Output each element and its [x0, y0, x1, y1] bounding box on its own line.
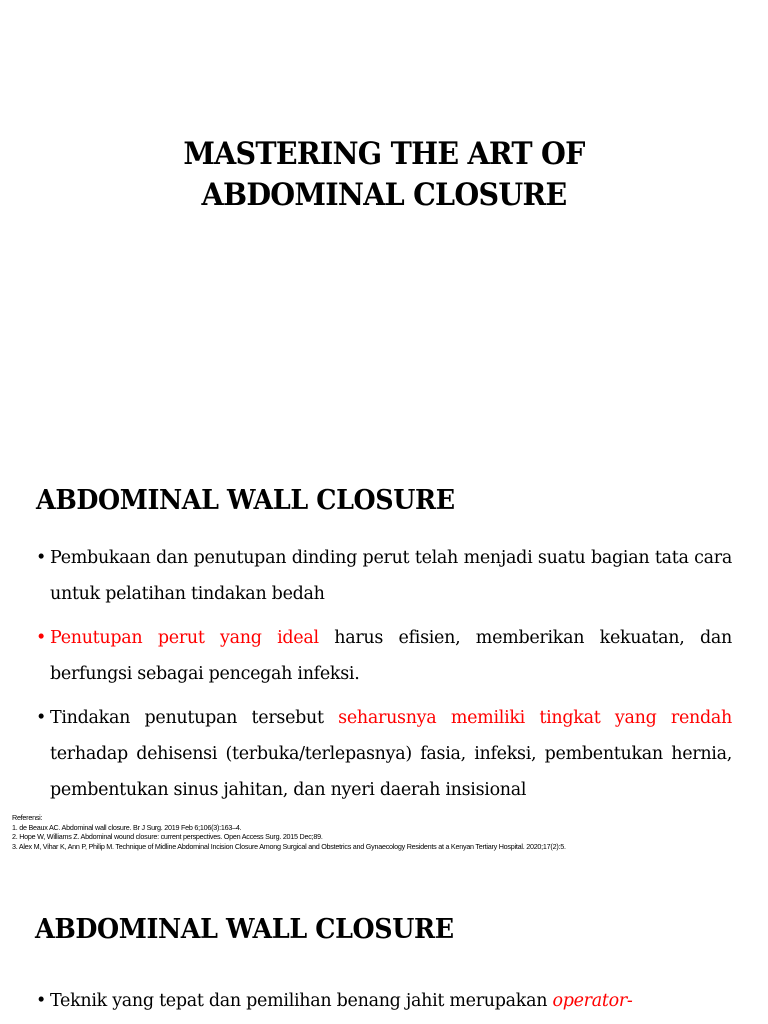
- bullet-dot-icon: •: [36, 548, 47, 568]
- reference-item: 1. de Beaux AC. Abdominal wall closure. Br J Surg. 2019 Feb 6;106(3):163–4.: [12, 822, 242, 832]
- bullet-dot-icon: •: [36, 628, 47, 648]
- bullet-list: [36, 540, 732, 816]
- bullet-text: terhadap dehisensi (terbuka/terlepasnya) fasia, infeksi, pembentukan hernia, pembentukan sinus jahitan, dan nyeri daerah insisional: [50, 744, 732, 800]
- bullet-item: [36, 983, 732, 1019]
- bullet-item: [36, 620, 732, 692]
- title-slide: [0, 0, 768, 432]
- highlighted-text: operator-: [552, 991, 633, 1011]
- highlighted-text: Penutupan perut yang ideal: [50, 628, 319, 648]
- reference-item: 3. Alex M, Vihar K, Ann P, Philip M. Technique of Midline Abdominal Incision Closure Among Surgical and Obstetrics and Gynaecology Residents at a Kenyan Tertiary Hospital. 2020;17(2):5.: [12, 841, 566, 851]
- bullet-item: [36, 700, 732, 808]
- presentation-title: [31, 134, 738, 216]
- bullet-dot-icon: •: [36, 708, 47, 728]
- bullet-list: [36, 983, 732, 1024]
- title-line-2: ABDOMINAL CLOSURE: [201, 177, 567, 213]
- bullet-item: [36, 540, 732, 612]
- slide-heading: ABDOMINAL WALL CLOSURE: [36, 485, 455, 516]
- slide-heading: ABDOMINAL WALL CLOSURE: [35, 914, 454, 945]
- references: [12, 813, 762, 851]
- bullet-text: Tindakan penutupan tersebut: [50, 708, 339, 728]
- bullet-text: harus efisien, memberikan kekuatan, dan berfungsi sebagai pencegah infeksi.: [50, 628, 732, 684]
- highlighted-text: seharusnya memiliki tingkat yang rendah: [338, 708, 732, 728]
- references-label: Referensi:: [12, 813, 43, 822]
- bullet-dot-icon: •: [36, 991, 47, 1011]
- content-slide-1: [0, 432, 768, 864]
- bullet-text: Pembukaan dan penutupan dinding perut telah menjadi suatu bagian tata cara untuk pelatihan tindakan bedah: [50, 548, 732, 604]
- reference-item: 2. Hope W, Williams Z. Abdominal wound closure: current perspectives. Open Access Surg. 2015 Dec;89.: [12, 832, 323, 841]
- title-line-1: MASTERING THE ART OF: [183, 136, 585, 172]
- content-slide-2: [0, 864, 768, 1024]
- bullet-text: Teknik yang tepat dan pemilihan benang jahit merupakan: [50, 991, 553, 1011]
